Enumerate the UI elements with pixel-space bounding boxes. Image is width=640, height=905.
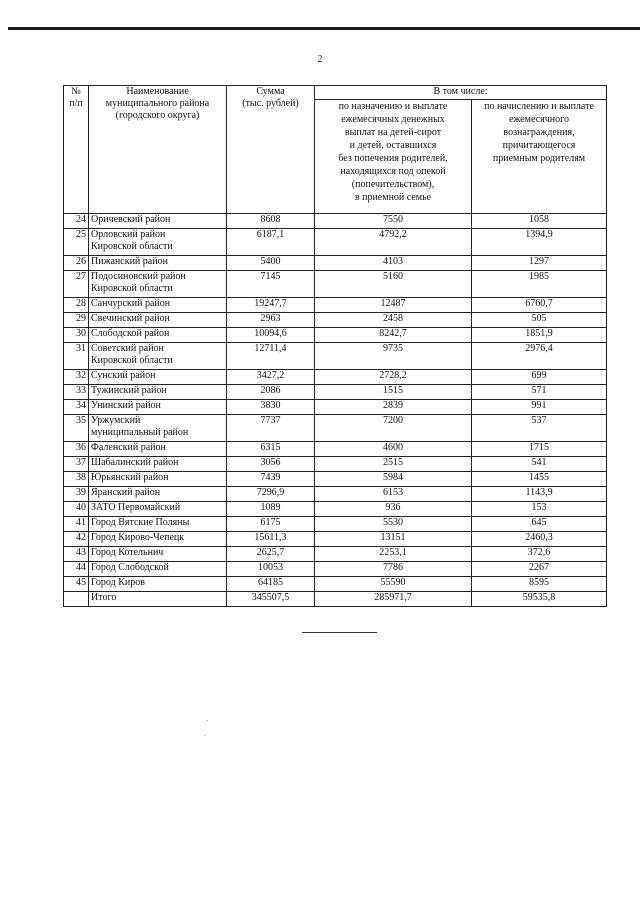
cell-v1: 5984	[315, 472, 472, 487]
cell-name: Город Слободской	[89, 562, 227, 577]
cell-name: Уржумский муниципальный район	[89, 415, 227, 442]
cell-v1: 936	[315, 502, 472, 517]
cell-sum: 6315	[227, 442, 315, 457]
cell-v2: 2460,3	[472, 532, 607, 547]
cell-v2: 699	[472, 370, 607, 385]
cell-name: Город Киров	[89, 577, 227, 592]
table-row	[64, 487, 607, 502]
table-row	[64, 415, 607, 442]
cell-v1: 7200	[315, 415, 472, 442]
table-row	[64, 298, 607, 313]
cell-num: 30	[64, 328, 89, 343]
cell-total-v2: 59535,8	[472, 592, 607, 607]
cell-sum: 7145	[227, 271, 315, 298]
cell-v1: 7550	[315, 214, 472, 229]
cell-v2: 1297	[472, 256, 607, 271]
cell-name: Орловский район Кировской области	[89, 229, 227, 256]
cell-num: 26	[64, 256, 89, 271]
table-row	[64, 229, 607, 256]
header-name: Наименование муниципального района (городского округа)	[89, 86, 227, 214]
cell-num: 37	[64, 457, 89, 472]
scan-speck	[207, 720, 208, 721]
cell-num: 45	[64, 577, 89, 592]
cell-v1: 4792,2	[315, 229, 472, 256]
cell-empty	[64, 592, 89, 607]
table-row	[64, 313, 607, 328]
cell-sum: 2086	[227, 385, 315, 400]
cell-num: 31	[64, 343, 89, 370]
scan-speck	[204, 735, 205, 736]
cell-name: Юрьянский район	[89, 472, 227, 487]
cell-v1: 4103	[315, 256, 472, 271]
header-foster-remuneration: по начислению и выплате ежемесячного вознаграждения, причитающегося приемным родителям	[472, 100, 607, 214]
cell-v1: 2253,1	[315, 547, 472, 562]
cell-sum: 8608	[227, 214, 315, 229]
allocation-table	[63, 85, 607, 607]
table-row	[64, 442, 607, 457]
cell-name: Город Вятские Поляны	[89, 517, 227, 532]
cell-sum: 10094,6	[227, 328, 315, 343]
cell-num: 33	[64, 385, 89, 400]
cell-v1: 4600	[315, 442, 472, 457]
table-row	[64, 271, 607, 298]
cell-v2: 1455	[472, 472, 607, 487]
cell-name: Шабалинский район	[89, 457, 227, 472]
cell-sum: 7439	[227, 472, 315, 487]
table-row	[64, 328, 607, 343]
cell-name: Фаленский район	[89, 442, 227, 457]
cell-v2: 8595	[472, 577, 607, 592]
header-number: № п/п	[64, 86, 89, 214]
cell-num: 42	[64, 532, 89, 547]
cell-v1: 6153	[315, 487, 472, 502]
table-row	[64, 532, 607, 547]
cell-v1: 7786	[315, 562, 472, 577]
cell-v1: 2839	[315, 400, 472, 415]
cell-name: ЗАТО Первомайский	[89, 502, 227, 517]
table-row	[64, 517, 607, 532]
table-body	[64, 214, 607, 607]
cell-v2: 1394,9	[472, 229, 607, 256]
cell-v2: 153	[472, 502, 607, 517]
cell-num: 27	[64, 271, 89, 298]
cell-sum: 7296,9	[227, 487, 315, 502]
cell-name: Унинский район	[89, 400, 227, 415]
cell-v1: 13151	[315, 532, 472, 547]
cell-v1: 5530	[315, 517, 472, 532]
table-row	[64, 370, 607, 385]
cell-name: Тужинский район	[89, 385, 227, 400]
header-sum: Сумма (тыс. рублей)	[227, 86, 315, 214]
cell-sum: 12711,4	[227, 343, 315, 370]
cell-v1: 8242,7	[315, 328, 472, 343]
cell-sum: 2963	[227, 313, 315, 328]
cell-num: 44	[64, 562, 89, 577]
cell-total-label: Итого	[89, 592, 227, 607]
cell-num: 24	[64, 214, 89, 229]
cell-v2: 1851,9	[472, 328, 607, 343]
top-rule	[8, 27, 640, 30]
cell-v2: 571	[472, 385, 607, 400]
cell-v2: 645	[472, 517, 607, 532]
page-number: 2	[317, 54, 323, 65]
cell-name: Пижанский район	[89, 256, 227, 271]
table-row	[64, 214, 607, 229]
cell-v2: 541	[472, 457, 607, 472]
cell-name: Яранский район	[89, 487, 227, 502]
cell-total-sum: 345507,5	[227, 592, 315, 607]
table-row	[64, 343, 607, 370]
cell-v1: 55590	[315, 577, 472, 592]
cell-num: 43	[64, 547, 89, 562]
cell-v2: 991	[472, 400, 607, 415]
cell-name: Свечинский район	[89, 313, 227, 328]
table-row	[64, 472, 607, 487]
cell-name: Город Кирово-Чепецк	[89, 532, 227, 547]
cell-name: Город Котельнич	[89, 547, 227, 562]
cell-name: Санчурский район	[89, 298, 227, 313]
cell-v1: 1515	[315, 385, 472, 400]
cell-v1: 9735	[315, 343, 472, 370]
cell-num: 36	[64, 442, 89, 457]
total-row	[64, 592, 607, 607]
cell-name: Оричевский район	[89, 214, 227, 229]
cell-v1: 2728,2	[315, 370, 472, 385]
cell-v2: 372,6	[472, 547, 607, 562]
table-row	[64, 562, 607, 577]
cell-name: Слободской район	[89, 328, 227, 343]
table-row	[64, 502, 607, 517]
cell-name: Сунский район	[89, 370, 227, 385]
cell-num: 40	[64, 502, 89, 517]
cell-sum: 6175	[227, 517, 315, 532]
cell-name: Подосиновский район Кировской области	[89, 271, 227, 298]
table-row	[64, 400, 607, 415]
cell-v2: 2267	[472, 562, 607, 577]
cell-num: 34	[64, 400, 89, 415]
cell-sum: 15611,3	[227, 532, 315, 547]
table-row	[64, 256, 607, 271]
cell-num: 35	[64, 415, 89, 442]
cell-v1: 2458	[315, 313, 472, 328]
cell-sum: 3056	[227, 457, 315, 472]
table-row	[64, 577, 607, 592]
cell-sum: 19247,7	[227, 298, 315, 313]
header-monthly-payments: по назначению и выплате ежемесячных денежных выплат на детей-сирот и детей, оставшихся без попечения родителей, находящихся под опекой (попечительством), в приемной семье	[315, 100, 472, 214]
header-including: В том числе:	[315, 86, 607, 100]
cell-v2: 6760,7	[472, 298, 607, 313]
cell-sum: 5400	[227, 256, 315, 271]
cell-num: 32	[64, 370, 89, 385]
cell-v1: 2515	[315, 457, 472, 472]
cell-name: Советский район Кировской области	[89, 343, 227, 370]
cell-sum: 3830	[227, 400, 315, 415]
cell-v2: 2976,4	[472, 343, 607, 370]
cell-num: 38	[64, 472, 89, 487]
cell-sum: 64185	[227, 577, 315, 592]
cell-total-v1: 285971,7	[315, 592, 472, 607]
cell-num: 25	[64, 229, 89, 256]
cell-v2: 1058	[472, 214, 607, 229]
cell-sum: 2625,7	[227, 547, 315, 562]
table-row	[64, 385, 607, 400]
cell-v2: 1985	[472, 271, 607, 298]
cell-num: 41	[64, 517, 89, 532]
cell-sum: 3427,2	[227, 370, 315, 385]
end-rule	[302, 632, 377, 633]
cell-num: 39	[64, 487, 89, 502]
cell-v2: 1143,9	[472, 487, 607, 502]
cell-sum: 1089	[227, 502, 315, 517]
cell-v1: 5160	[315, 271, 472, 298]
cell-v2: 537	[472, 415, 607, 442]
cell-num: 29	[64, 313, 89, 328]
cell-sum: 7737	[227, 415, 315, 442]
cell-v1: 12487	[315, 298, 472, 313]
cell-sum: 10053	[227, 562, 315, 577]
cell-v2: 1715	[472, 442, 607, 457]
table-row	[64, 457, 607, 472]
cell-sum: 6187,1	[227, 229, 315, 256]
cell-v2: 505	[472, 313, 607, 328]
cell-num: 28	[64, 298, 89, 313]
table-row	[64, 547, 607, 562]
